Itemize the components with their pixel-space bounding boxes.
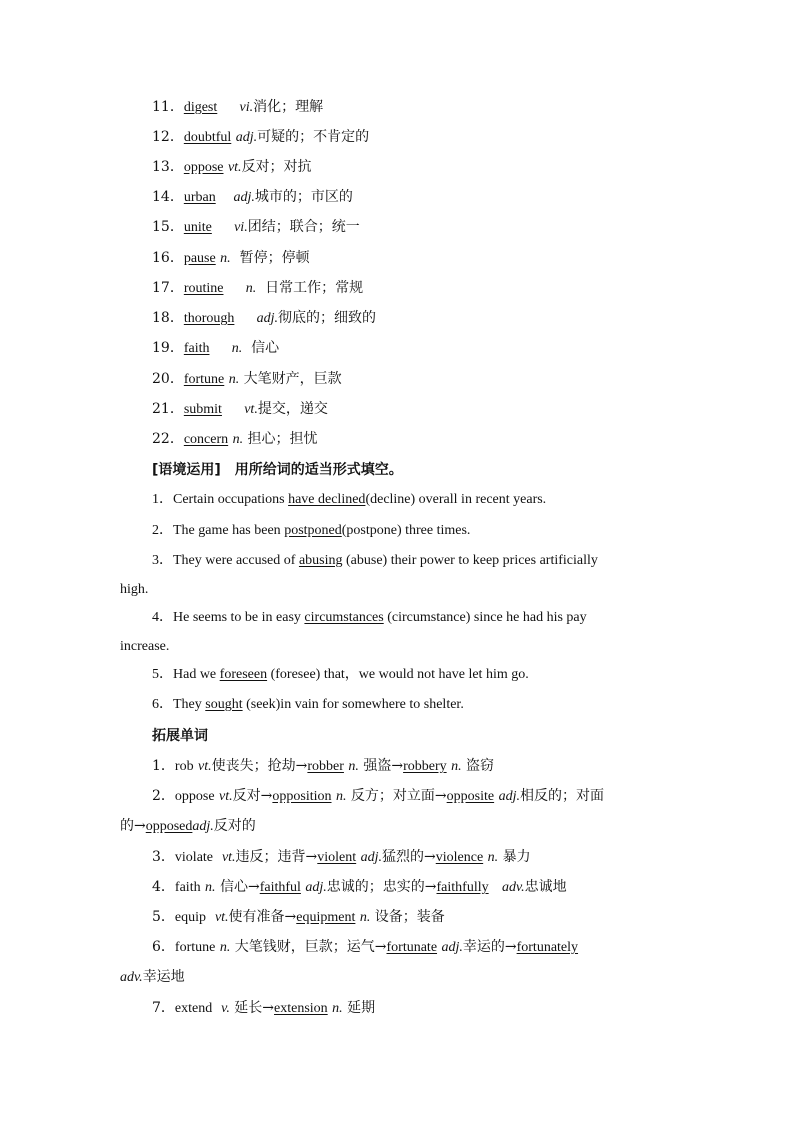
- vocab-item: 22．concern n. 担心；担忧: [152, 431, 318, 447]
- expand-item: 1．rob vt.使丧失；抢劫→robber n. 强盗→robbery n. 盗窃: [152, 758, 495, 774]
- vocab-item: 14．urban adj.城市的；市区的: [152, 189, 353, 205]
- expand-item: 2．oppose vt.反对→opposition n. 反方；对立面→opposite adj.相反的；对面: [152, 788, 604, 804]
- exercise-sentence-continuation: increase.: [120, 639, 170, 654]
- section-heading-expand: 拓展单词: [152, 728, 208, 744]
- vocab-item: 12．doubtful adj.可疑的；不肯定的: [152, 129, 370, 145]
- exercise-sentence-continuation: high.: [120, 582, 149, 597]
- exercise-sentence: 1．Certain occupations have declined(decline) overall in recent years.: [152, 492, 547, 507]
- section-heading-context: [语境运用] 用所给词的适当形式填空。: [152, 462, 403, 478]
- vocab-item: 19．faith n. 信心: [152, 340, 280, 356]
- expand-item: 4．faith n. 信心→faithful adj.忠诚的；忠实的→faithfully adv.忠诚地: [152, 879, 567, 895]
- expand-item-continuation: 的→opposedadj.反对的: [120, 818, 256, 834]
- vocab-item: 21．submit vt.提交，递交: [152, 401, 328, 417]
- vocab-item: 16．pause n. 暂停；停顿: [152, 250, 310, 266]
- vocab-item: 15．unite vi.团结；联合；统一: [152, 219, 360, 235]
- vocab-item: 18．thorough adj.彻底的；细致的: [152, 310, 377, 326]
- vocab-item: 17．routine n. 日常工作；常规: [152, 280, 364, 296]
- expand-item: 3．violate vt.违反；违背→violent adj.猛烈的→violence n. 暴力: [152, 849, 531, 865]
- expand-item: 5．equip vt.使有准备→equipment n. 设备；装备: [152, 909, 445, 925]
- expand-item: 7．extend v. 延长→extension n. 延期: [152, 1000, 376, 1016]
- exercise-sentence: 5．Had we foreseen (foresee) that，we would not have let him go.: [152, 667, 529, 682]
- exercise-sentence: 6．They sought (seek)in vain for somewhere to shelter.: [152, 697, 464, 712]
- exercise-sentence: 4．He seems to be in easy circumstances (circumstance) since he had his pay: [152, 610, 587, 625]
- vocab-item: 20．fortune n. 大笔财产，巨款: [152, 371, 342, 387]
- exercise-sentence: 3．They were accused of abusing (abuse) their power to keep prices artificially: [152, 553, 598, 568]
- vocab-item: 13．oppose vt.反对；对抗: [152, 159, 312, 175]
- vocab-item: 11．digest vi.消化；理解: [152, 99, 324, 115]
- expand-item-continuation: adv.幸运地: [120, 969, 185, 985]
- exercise-sentence: 2．The game has been postponed(postpone) three times.: [152, 523, 471, 538]
- expand-item: 6．fortune n. 大笔钱财，巨款；运气→fortunate adj.幸运的→fortunately: [152, 939, 579, 955]
